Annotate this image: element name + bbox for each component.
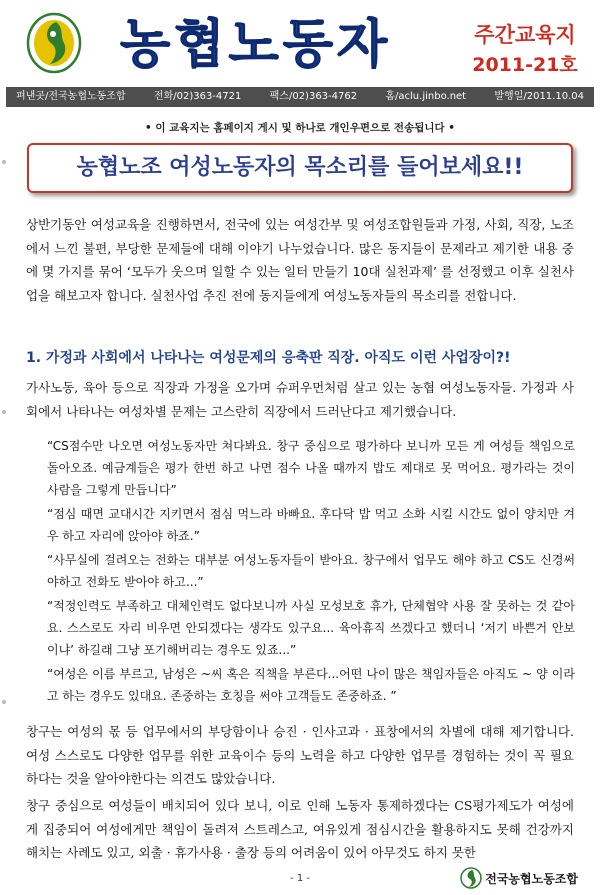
distribution-notice: • 이 교육지는 홈페이지 게시 및 하나로 개인우편으로 전송됩니다 • [144,122,456,134]
homepage-link[interactable]: 홈/aclu.jinbo.net [385,91,467,102]
punch-hole [2,700,6,704]
quote-item: “사무실에 걸려오는 전화는 대부분 여성노동자들이 받아요. 창구에서 업무도 해야 하고 CS도 신경써야하고 전화도 받아야 하고...” [47,553,575,589]
fax: 팩스/02)363-4762 [269,91,358,102]
issue-label: 주간교육지 [474,23,576,47]
masthead-title: 농협노동자 [120,15,392,75]
intro-paragraph: 상반기동안 여성교육을 진행하면서, 전국에 있는 여성간부 및 여성조합원들과 가정, 사회, 직장, 노조에서 느낀 불편, 부당한 문제들에 대해 이야기 나누었습니다. 많은 동지들이 문제라고 제기한 내용 중에 몇 가지를 묶어 ‘모두가 웃으며 일할 수 있는 일터 만들기 10대 실천과제’ 를 선정했고 이후 실천사업을 해보고자 합니다. 실천사업 추진 전에 동지들에게 여성노동자들의 목소리를 전합니다. [26,217,574,303]
quote-item: “여성은 이름 부르고, 남성은 ~씨 혹은 직책을 부른다...어떤 나이 많은 책임자들은 아직도 ~ 양 이라고 하는 경우도 있대요. 존중하는 호칭을 써야 고객들도 존중하죠. ” [47,667,575,703]
quote-item: “적정인력도 부족하고 대체인력도 없다보니까 사실 모성보호 휴가, 단체협약 사용 잘 못하는 것 같아요. 스스로도 자리 비우면 안되겠다는 생각도 있구요... 육아휴직 쓰겠다고 했더니 ‘저기 바쁜거 안보이냐’ 하길래 그냥 포기해버리는 경우도 있죠...” [47,599,575,657]
punch-hole [2,160,6,164]
page-number: - 1 - [290,873,310,884]
publish-date: 발행일/2011.10.04 [494,91,584,102]
footer-org-name: 전국농협노동조합 [485,871,578,886]
quote-item: “점심 때면 교대시간 지키면서 점심 먹느라 바빠요. 후다닥 밥 먹고 소화 시킬 시간도 없이 양치만 겨우 하고 자리에 앉아야 하죠.” [47,507,575,543]
footer-organization [460,866,578,890]
quote-list [47,435,575,709]
punch-hole [2,410,6,414]
headline-box [27,143,573,193]
section-1-lead: 가사노동, 육아 등으로 직장과 가정을 오가며 슈퍼우먼처럼 살고 있는 농협 여성노동자들. 가정과 사회에서 나타나는 여성차별 문제는 고스란히 직장에서 드러난다고 제기했습니다. [26,380,574,419]
issue-number: 2011-21호 [472,54,578,76]
paragraph-4: 창구 중심으로 여성들이 배치되어 있다 보니, 이로 인해 노동자 통제하겠다는 CS평가제도가 여성에게 집중되어 여성에게만 책임이 돌려져 스트레스고, 여유있게 점심시간을 활용하지도 못해 건강까지 해치는 사례도 있고, 외출 · 휴가사용 · 출장 등의 어려움이 있어 아무것도 하지 못한 [26,798,574,860]
publisher: 펴낸곳/전국농협노동조합 [16,91,126,102]
union-emblem-icon [460,867,482,889]
headline: 농협노조 여성노동자의 목소리를 들어보세요!! [76,155,524,180]
union-logo-icon [26,12,82,74]
section-1-title: 1. 가정과 사회에서 나타나는 여성문제의 응축판 직장. 아직도 이런 사업장이?! [26,350,511,366]
phone: 전화/02)363-4721 [153,91,242,102]
publication-info-bar [6,87,594,107]
quote-item: “CS점수만 나오면 여성노동자만 쳐다봐요. 창구 중심으로 평가하다 보니까 모든 게 여성들 책임으로 돌아오죠. 예금계들은 평가 한번 하고 나면 점수 나올 때까지 밥도 제대로 못 먹어요. 평가라는 것이 사람을 그렇게 만듭니다” [47,439,575,497]
paragraph-3: 창구는 여성의 몫 등 업무에서의 부당함이나 승진 · 인사고과 · 표창에서의 차별에 대해 제기합니다. 여성 스스로도 다양한 업무를 위한 교육이수 등의 노력을 하고 다양한 업무를 경험하는 것이 꼭 필요하다는 것을 알아야한다는 의견도 많았습니다. [26,724,574,786]
